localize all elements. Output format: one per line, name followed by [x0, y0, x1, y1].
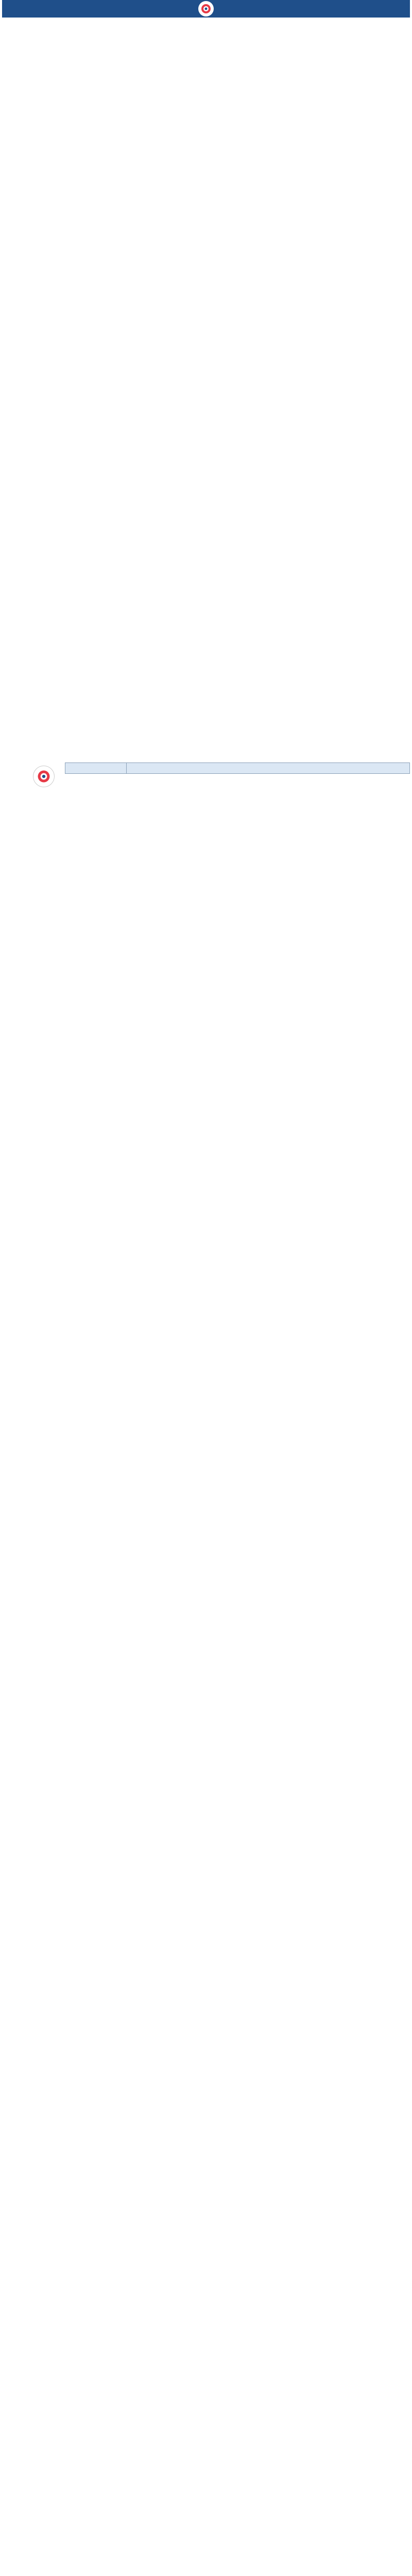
federation-logo-icon [198, 1, 214, 16]
results-column-header [65, 762, 410, 774]
federation-logo-small-icon [33, 766, 55, 787]
header-bar [2, 0, 410, 18]
federation-footer [2, 749, 410, 761]
equipes-header [65, 763, 127, 774]
results-list [2, 792, 410, 2576]
results-header [2, 762, 410, 791]
resultats-header [127, 763, 410, 774]
